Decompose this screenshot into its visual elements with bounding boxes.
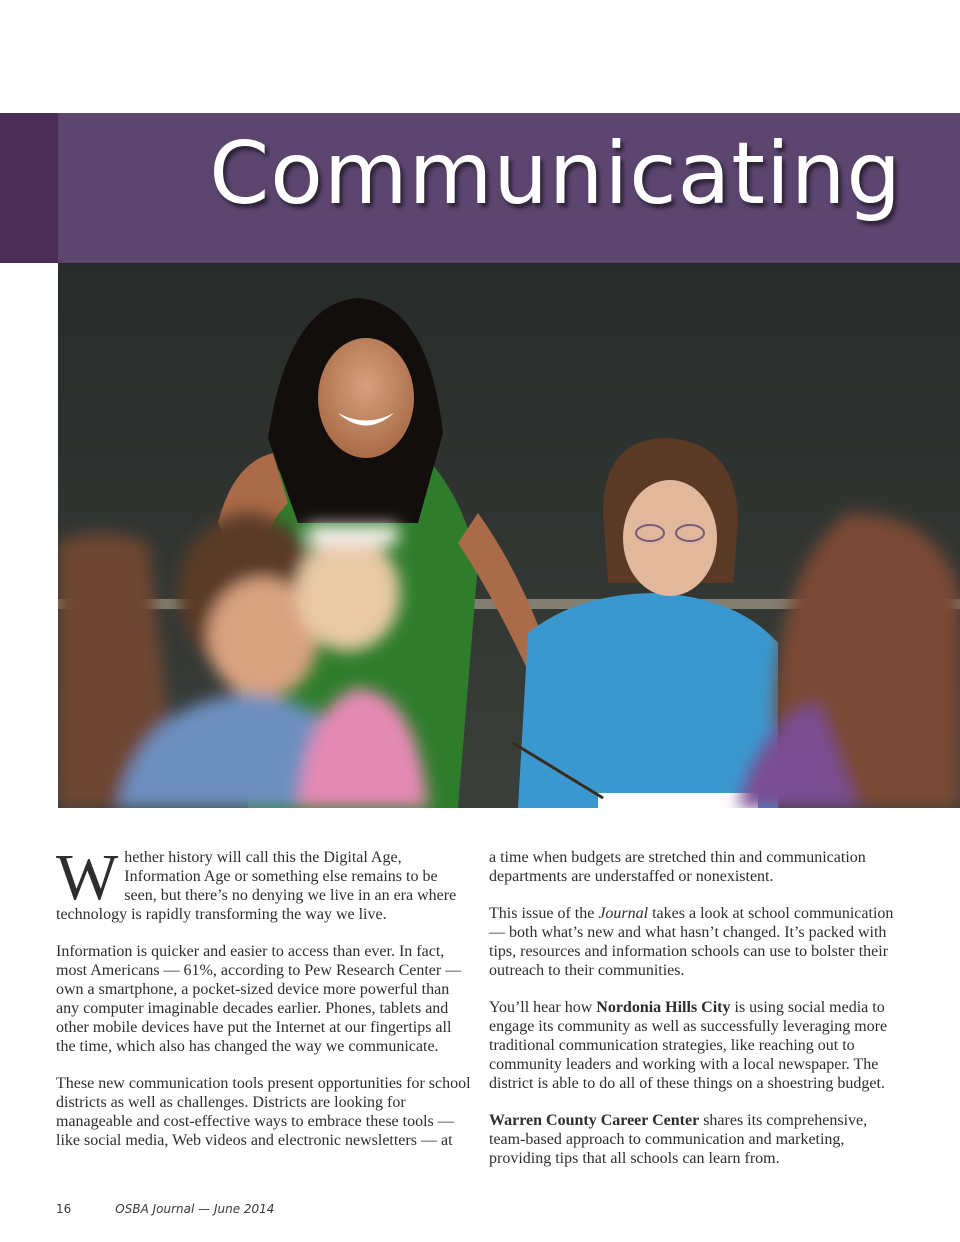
article-paragraph-3: These new communication tools present opportunities for school districts as well as challenges. Districts are looking for manageable and cost-effective ways to embrace these tools — like social media, Web videos and electronic newsletters — at: [56, 1075, 471, 1149]
page-title: Communicating: [209, 124, 902, 224]
title-band: [58, 113, 960, 263]
classroom-photo-illustration: [58, 263, 960, 808]
para6-end: shares its comprehensive, team-based approach to communication and marketing, providing tips that all schools can learn from.: [489, 1112, 868, 1167]
para4-end: takes a look at school communication — both what’s new and what hasn’t changed. It’s packed with tips, resources and information schools can use to bolster their outreach to their communities.: [489, 905, 894, 979]
article-paragraph-6: [489, 1111, 907, 1168]
district-name-warren: Warren County Career Center: [489, 1112, 700, 1129]
page-footer: [56, 1202, 274, 1216]
para4-start: This issue of the: [489, 905, 599, 922]
article-paragraph-5: [489, 998, 907, 1093]
publication-name: OSBA Journal — June 2014: [115, 1202, 275, 1216]
accent-bar: [0, 113, 58, 263]
accent-bar-lower: [0, 263, 58, 808]
para5-start: You’ll hear how: [489, 999, 597, 1016]
article-paragraph-2: Information is quicker and easier to access than ever. In fact, most Americans — 61%, according to Pew Research Center — own a smartphone, a pocket-sized device more powerful than any computer imaginable decades earlier. Phones, tablets and other mobile devices have put the Internet at our fingertips all the time, which also has changed the way we communicate.: [56, 943, 462, 1055]
article-column-right: [489, 848, 907, 1186]
classroom-photo: [58, 263, 960, 808]
journal-title: Journal: [598, 905, 649, 922]
drop-cap: W: [56, 841, 119, 914]
article-paragraph-intro: [56, 841, 471, 924]
intro-text: hether history will call this the Digital Age, Information Age or something else remains to be seen, but there’s no denying we live in an era where technology is rapidly transforming the way we live.: [56, 849, 457, 923]
article-paragraph-3-continued: a time when budgets are stretched thin and communication departments are understaffed or nonexistent.: [489, 849, 866, 885]
para5-end: is using social media to engage its community as well as successfully leveraging more traditional communication strategies, like reaching out to community leaders and working with a local newspaper. The district is able to do all of these things on a shoestring budget.: [489, 999, 888, 1092]
page-number: 16: [56, 1202, 72, 1216]
article-column-left: [56, 841, 471, 1168]
district-name-nordonia: Nordonia Hills City: [596, 999, 731, 1016]
article-paragraph-4: [489, 904, 907, 980]
